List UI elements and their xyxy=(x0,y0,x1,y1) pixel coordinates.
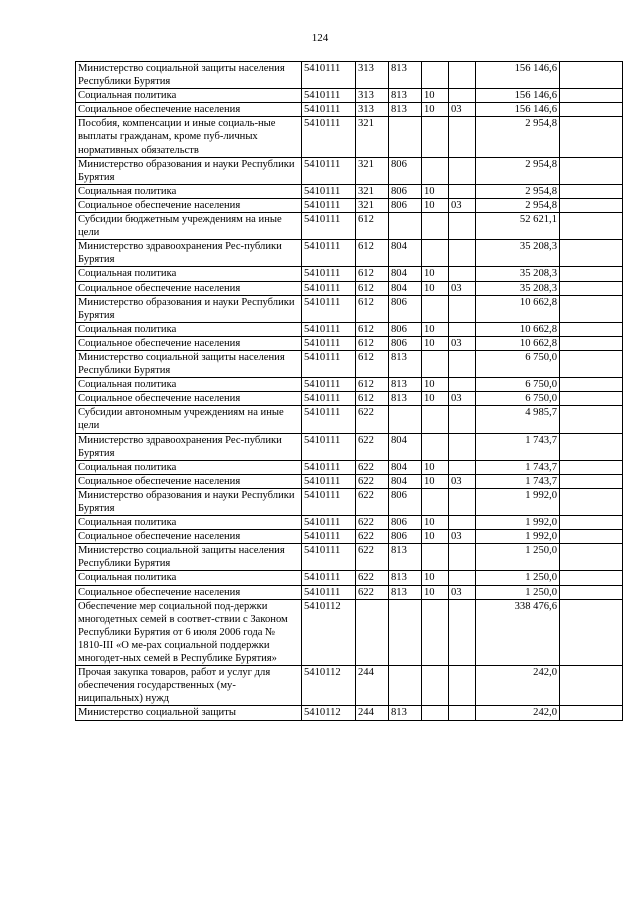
section-cell: 10 xyxy=(422,378,449,392)
section-cell xyxy=(422,117,449,157)
page-number: 124 xyxy=(311,32,329,44)
ministry-code-cell: 806 xyxy=(389,516,422,530)
table-row xyxy=(76,433,623,460)
row-name-cell: Субсидии бюджетным учреждениям на иные цели xyxy=(76,213,302,240)
row-name-cell: Социальное обеспечение населения xyxy=(76,474,302,488)
target-article-cell: 5410112 xyxy=(302,599,356,665)
amount-cell: 1 250,0 xyxy=(476,585,560,599)
table-row xyxy=(76,184,623,198)
row-name-cell: Министерство социальной защиты xyxy=(76,706,302,720)
subsection-cell xyxy=(449,488,476,515)
target-article-cell: 5410111 xyxy=(302,198,356,212)
section-cell: 10 xyxy=(422,281,449,295)
subsection-cell xyxy=(449,599,476,665)
subsection-cell: 03 xyxy=(449,474,476,488)
table-row xyxy=(76,488,623,515)
target-article-cell: 5410111 xyxy=(302,267,356,281)
empty-cell xyxy=(560,392,623,406)
expense-type-cell: 321 xyxy=(356,198,389,212)
empty-cell xyxy=(560,103,623,117)
table-row xyxy=(76,213,623,240)
amount-cell: 1 250,0 xyxy=(476,571,560,585)
expense-type-cell: 321 xyxy=(356,157,389,184)
section-cell: 10 xyxy=(422,89,449,103)
expense-type-cell: 612 xyxy=(356,336,389,350)
empty-cell xyxy=(560,184,623,198)
section-cell xyxy=(422,433,449,460)
subsection-cell xyxy=(449,706,476,720)
section-cell: 10 xyxy=(422,585,449,599)
ministry-code-cell: 806 xyxy=(389,322,422,336)
ministry-code-cell: 806 xyxy=(389,157,422,184)
table-row xyxy=(76,706,623,720)
empty-cell xyxy=(560,516,623,530)
empty-cell xyxy=(560,433,623,460)
amount-cell: 1 250,0 xyxy=(476,544,560,571)
row-name-cell: Министерство социальной защиты населения Республики Бурятия xyxy=(76,62,302,89)
ministry-code-cell: 813 xyxy=(389,89,422,103)
amount-cell: 10 662,8 xyxy=(476,295,560,322)
row-name-cell: Социальное обеспечение населения xyxy=(76,336,302,350)
empty-cell xyxy=(560,666,623,706)
table-row xyxy=(76,544,623,571)
subsection-cell xyxy=(449,295,476,322)
target-article-cell: 5410111 xyxy=(302,157,356,184)
target-article-cell: 5410111 xyxy=(302,488,356,515)
subsection-cell xyxy=(449,378,476,392)
empty-cell xyxy=(560,706,623,720)
target-article-cell: 5410111 xyxy=(302,378,356,392)
row-name-cell: Обеспечение мер социальной под-держки многодетных семей в соответ-ствии с Законом Республики Бурятия от 6 июля 2006 года № 1810-III «О ме-рах социальной поддержки многодет-ных семей в Республике Бурятия» xyxy=(76,599,302,665)
expense-type-cell: 612 xyxy=(356,281,389,295)
table-row xyxy=(76,460,623,474)
expense-type-cell: 622 xyxy=(356,544,389,571)
amount-cell: 2 954,8 xyxy=(476,198,560,212)
ministry-code-cell: 804 xyxy=(389,474,422,488)
amount-cell: 35 208,3 xyxy=(476,267,560,281)
subsection-cell xyxy=(449,240,476,267)
target-article-cell: 5410111 xyxy=(302,392,356,406)
section-cell: 10 xyxy=(422,474,449,488)
amount-cell: 1 992,0 xyxy=(476,488,560,515)
expense-type-cell: 612 xyxy=(356,267,389,281)
ministry-code-cell: 813 xyxy=(389,544,422,571)
empty-cell xyxy=(560,544,623,571)
expense-type-cell: 612 xyxy=(356,322,389,336)
expense-type-cell: 622 xyxy=(356,460,389,474)
section-cell: 10 xyxy=(422,322,449,336)
ministry-code-cell xyxy=(389,406,422,433)
expense-type-cell: 622 xyxy=(356,488,389,515)
target-article-cell: 5410111 xyxy=(302,281,356,295)
expense-type-cell: 612 xyxy=(356,213,389,240)
target-article-cell: 5410111 xyxy=(302,322,356,336)
target-article-cell: 5410111 xyxy=(302,103,356,117)
section-cell xyxy=(422,406,449,433)
ministry-code-cell: 804 xyxy=(389,267,422,281)
amount-cell: 338 476,6 xyxy=(476,599,560,665)
section-cell xyxy=(422,213,449,240)
row-name-cell: Социальная политика xyxy=(76,571,302,585)
empty-cell xyxy=(560,460,623,474)
table-row xyxy=(76,295,623,322)
subsection-cell xyxy=(449,117,476,157)
target-article-cell: 5410112 xyxy=(302,666,356,706)
expense-type-cell: 622 xyxy=(356,433,389,460)
row-name-cell: Министерство здравоохранения Рес-публики Бурятия xyxy=(76,433,302,460)
empty-cell xyxy=(560,240,623,267)
row-name-cell: Пособия, компенсации и иные социаль-ные выплаты гражданам, кроме пуб-личных нормативных обязательств xyxy=(76,117,302,157)
expense-type-cell: 313 xyxy=(356,62,389,89)
row-name-cell: Социальное обеспечение населения xyxy=(76,281,302,295)
table-row xyxy=(76,322,623,336)
ministry-code-cell: 804 xyxy=(389,281,422,295)
amount-cell: 1 992,0 xyxy=(476,516,560,530)
ministry-code-cell: 813 xyxy=(389,62,422,89)
target-article-cell: 5410111 xyxy=(302,295,356,322)
empty-cell xyxy=(560,336,623,350)
ministry-code-cell xyxy=(389,666,422,706)
ministry-code-cell xyxy=(389,213,422,240)
amount-cell: 242,0 xyxy=(476,706,560,720)
empty-cell xyxy=(560,267,623,281)
expense-type-cell xyxy=(356,599,389,665)
row-name-cell: Министерство социальной защиты населения Республики Бурятия xyxy=(76,350,302,377)
amount-cell: 2 954,8 xyxy=(476,117,560,157)
target-article-cell: 5410112 xyxy=(302,706,356,720)
target-article-cell: 5410111 xyxy=(302,184,356,198)
amount-cell: 156 146,6 xyxy=(476,62,560,89)
subsection-cell: 03 xyxy=(449,336,476,350)
empty-cell xyxy=(560,198,623,212)
section-cell: 10 xyxy=(422,530,449,544)
subsection-cell xyxy=(449,571,476,585)
section-cell xyxy=(422,488,449,515)
target-article-cell: 5410111 xyxy=(302,336,356,350)
table-row xyxy=(76,474,623,488)
ministry-code-cell: 813 xyxy=(389,350,422,377)
subsection-cell: 03 xyxy=(449,198,476,212)
amount-cell: 10 662,8 xyxy=(476,336,560,350)
amount-cell: 1 992,0 xyxy=(476,530,560,544)
table-row xyxy=(76,350,623,377)
row-name-cell: Прочая закупка товаров, работ и услуг для обеспечения государственных (му-ниципальных) нужд xyxy=(76,666,302,706)
expense-type-cell: 622 xyxy=(356,516,389,530)
ministry-code-cell: 813 xyxy=(389,392,422,406)
expense-type-cell: 313 xyxy=(356,103,389,117)
amount-cell: 6 750,0 xyxy=(476,378,560,392)
empty-cell xyxy=(560,62,623,89)
amount-cell: 35 208,3 xyxy=(476,240,560,267)
section-cell xyxy=(422,62,449,89)
expense-type-cell: 622 xyxy=(356,571,389,585)
empty-cell xyxy=(560,599,623,665)
section-cell: 10 xyxy=(422,571,449,585)
expense-type-cell: 321 xyxy=(356,117,389,157)
table-row xyxy=(76,516,623,530)
table-row xyxy=(76,378,623,392)
target-article-cell: 5410111 xyxy=(302,544,356,571)
expense-type-cell: 622 xyxy=(356,585,389,599)
empty-cell xyxy=(560,281,623,295)
table-row xyxy=(76,530,623,544)
empty-cell xyxy=(560,295,623,322)
target-article-cell: 5410111 xyxy=(302,240,356,267)
row-name-cell: Социальное обеспечение населения xyxy=(76,392,302,406)
row-name-cell: Министерство образования и науки Республики Бурятия xyxy=(76,488,302,515)
table-row xyxy=(76,571,623,585)
ministry-code-cell: 813 xyxy=(389,571,422,585)
amount-cell: 1 743,7 xyxy=(476,433,560,460)
target-article-cell: 5410111 xyxy=(302,406,356,433)
amount-cell: 35 208,3 xyxy=(476,281,560,295)
subsection-cell xyxy=(449,350,476,377)
expense-type-cell: 244 xyxy=(356,706,389,720)
row-name-cell: Социальное обеспечение населения xyxy=(76,585,302,599)
subsection-cell xyxy=(449,157,476,184)
subsection-cell xyxy=(449,406,476,433)
amount-cell: 10 662,8 xyxy=(476,322,560,336)
empty-cell xyxy=(560,157,623,184)
subsection-cell xyxy=(449,544,476,571)
table-row xyxy=(76,267,623,281)
ministry-code-cell: 804 xyxy=(389,240,422,267)
empty-cell xyxy=(560,378,623,392)
subsection-cell xyxy=(449,460,476,474)
section-cell: 10 xyxy=(422,267,449,281)
amount-cell: 6 750,0 xyxy=(476,392,560,406)
empty-cell xyxy=(560,530,623,544)
empty-cell xyxy=(560,89,623,103)
ministry-code-cell: 813 xyxy=(389,378,422,392)
section-cell xyxy=(422,240,449,267)
empty-cell xyxy=(560,213,623,240)
ministry-code-cell: 806 xyxy=(389,336,422,350)
subsection-cell xyxy=(449,433,476,460)
subsection-cell xyxy=(449,213,476,240)
table-row xyxy=(76,336,623,350)
amount-cell: 156 146,6 xyxy=(476,103,560,117)
target-article-cell: 5410111 xyxy=(302,460,356,474)
budget-table xyxy=(75,61,623,721)
section-cell: 10 xyxy=(422,392,449,406)
section-cell xyxy=(422,350,449,377)
section-cell xyxy=(422,666,449,706)
amount-cell: 1 743,7 xyxy=(476,460,560,474)
table-row xyxy=(76,599,623,665)
expense-type-cell: 244 xyxy=(356,666,389,706)
expense-type-cell: 612 xyxy=(356,378,389,392)
ministry-code-cell: 806 xyxy=(389,488,422,515)
row-name-cell: Министерство образования и науки Республики Бурятия xyxy=(76,295,302,322)
target-article-cell: 5410111 xyxy=(302,516,356,530)
empty-cell xyxy=(560,474,623,488)
amount-cell: 2 954,8 xyxy=(476,184,560,198)
section-cell: 10 xyxy=(422,516,449,530)
target-article-cell: 5410111 xyxy=(302,62,356,89)
subsection-cell: 03 xyxy=(449,530,476,544)
row-name-cell: Министерство социальной защиты населения Республики Бурятия xyxy=(76,544,302,571)
target-article-cell: 5410111 xyxy=(302,433,356,460)
subsection-cell xyxy=(449,184,476,198)
amount-cell: 1 743,7 xyxy=(476,474,560,488)
table-row xyxy=(76,157,623,184)
subsection-cell: 03 xyxy=(449,585,476,599)
ministry-code-cell: 806 xyxy=(389,295,422,322)
target-article-cell: 5410111 xyxy=(302,474,356,488)
table-row xyxy=(76,392,623,406)
amount-cell: 6 750,0 xyxy=(476,350,560,377)
table-row xyxy=(76,240,623,267)
row-name-cell: Социальная политика xyxy=(76,516,302,530)
target-article-cell: 5410111 xyxy=(302,117,356,157)
subsection-cell xyxy=(449,89,476,103)
empty-cell xyxy=(560,350,623,377)
expense-type-cell: 622 xyxy=(356,530,389,544)
expense-type-cell: 321 xyxy=(356,184,389,198)
subsection-cell xyxy=(449,62,476,89)
row-name-cell: Министерство здравоохранения Рес-публики Бурятия xyxy=(76,240,302,267)
section-cell: 10 xyxy=(422,184,449,198)
ministry-code-cell: 804 xyxy=(389,433,422,460)
subsection-cell: 03 xyxy=(449,392,476,406)
section-cell xyxy=(422,706,449,720)
row-name-cell: Социальная политика xyxy=(76,460,302,474)
target-article-cell: 5410111 xyxy=(302,350,356,377)
target-article-cell: 5410111 xyxy=(302,530,356,544)
table-row xyxy=(76,585,623,599)
table-row xyxy=(76,89,623,103)
target-article-cell: 5410111 xyxy=(302,585,356,599)
row-name-cell: Министерство образования и науки Республики Бурятия xyxy=(76,157,302,184)
table-row xyxy=(76,103,623,117)
table-row xyxy=(76,198,623,212)
section-cell: 10 xyxy=(422,198,449,212)
row-name-cell: Социальная политика xyxy=(76,322,302,336)
target-article-cell: 5410111 xyxy=(302,571,356,585)
row-name-cell: Социальное обеспечение населения xyxy=(76,530,302,544)
row-name-cell: Субсидии автономным учреждениям на иные цели xyxy=(76,406,302,433)
table-row xyxy=(76,62,623,89)
ministry-code-cell: 806 xyxy=(389,184,422,198)
row-name-cell: Социальная политика xyxy=(76,89,302,103)
subsection-cell xyxy=(449,516,476,530)
ministry-code-cell xyxy=(389,599,422,665)
section-cell xyxy=(422,599,449,665)
section-cell: 10 xyxy=(422,460,449,474)
ministry-code-cell xyxy=(389,117,422,157)
row-name-cell: Социальная политика xyxy=(76,184,302,198)
expense-type-cell: 622 xyxy=(356,474,389,488)
row-name-cell: Социальное обеспечение населения xyxy=(76,198,302,212)
amount-cell: 2 954,8 xyxy=(476,157,560,184)
ministry-code-cell: 806 xyxy=(389,198,422,212)
empty-cell xyxy=(560,322,623,336)
row-name-cell: Социальная политика xyxy=(76,267,302,281)
subsection-cell xyxy=(449,267,476,281)
empty-cell xyxy=(560,585,623,599)
ministry-code-cell: 813 xyxy=(389,706,422,720)
section-cell: 10 xyxy=(422,103,449,117)
target-article-cell: 5410111 xyxy=(302,89,356,103)
table-row xyxy=(76,666,623,706)
ministry-code-cell: 813 xyxy=(389,103,422,117)
table-row xyxy=(76,281,623,295)
amount-cell: 242,0 xyxy=(476,666,560,706)
target-article-cell: 5410111 xyxy=(302,213,356,240)
ministry-code-cell: 804 xyxy=(389,460,422,474)
table-row xyxy=(76,117,623,157)
row-name-cell: Социальное обеспечение населения xyxy=(76,103,302,117)
section-cell: 10 xyxy=(422,336,449,350)
empty-cell xyxy=(560,406,623,433)
expense-type-cell: 612 xyxy=(356,350,389,377)
ministry-code-cell: 806 xyxy=(389,530,422,544)
empty-cell xyxy=(560,488,623,515)
table-row xyxy=(76,406,623,433)
subsection-cell: 03 xyxy=(449,103,476,117)
empty-cell xyxy=(560,117,623,157)
expense-type-cell: 612 xyxy=(356,240,389,267)
expense-type-cell: 612 xyxy=(356,392,389,406)
amount-cell: 156 146,6 xyxy=(476,89,560,103)
expense-type-cell: 313 xyxy=(356,89,389,103)
expense-type-cell: 622 xyxy=(356,406,389,433)
subsection-cell xyxy=(449,666,476,706)
section-cell xyxy=(422,544,449,571)
amount-cell: 4 985,7 xyxy=(476,406,560,433)
row-name-cell: Социальная политика xyxy=(76,378,302,392)
section-cell xyxy=(422,157,449,184)
section-cell xyxy=(422,295,449,322)
subsection-cell: 03 xyxy=(449,281,476,295)
empty-cell xyxy=(560,571,623,585)
ministry-code-cell: 813 xyxy=(389,585,422,599)
amount-cell: 52 621,1 xyxy=(476,213,560,240)
expense-type-cell: 612 xyxy=(356,295,389,322)
subsection-cell xyxy=(449,322,476,336)
